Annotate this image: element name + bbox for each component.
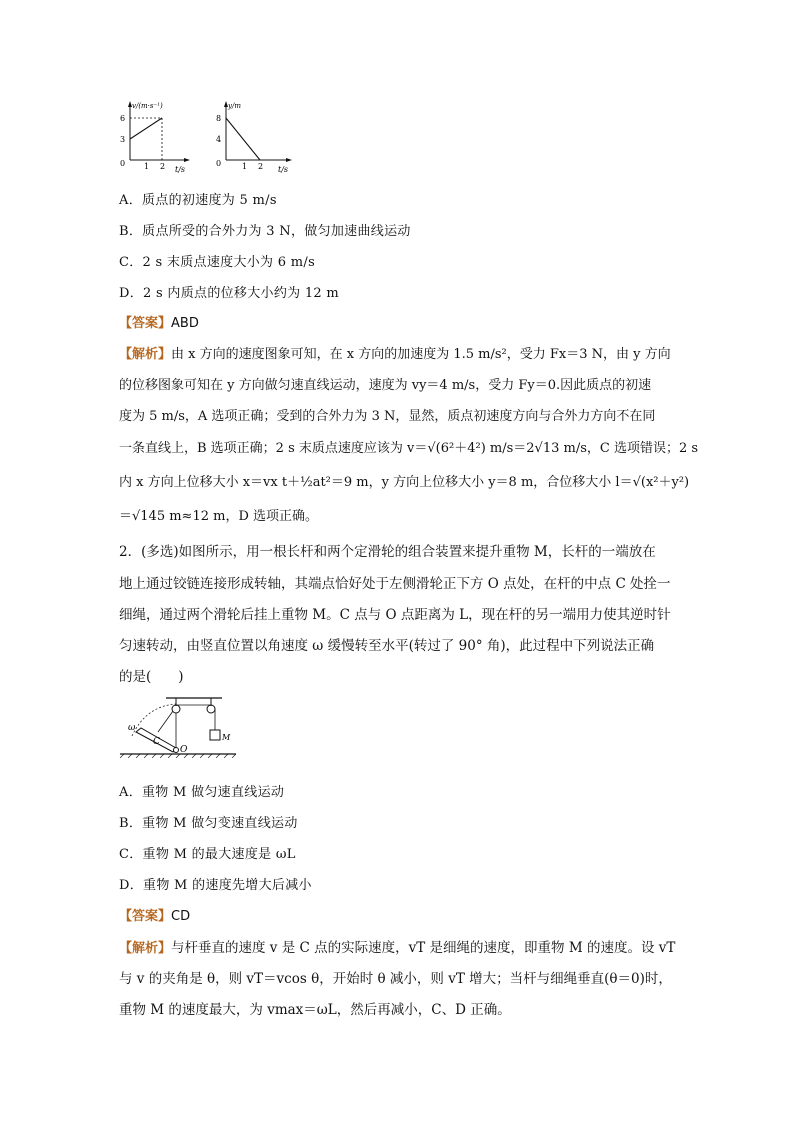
y-ytick-0: 0 — [216, 159, 222, 168]
q1-answer-tag: 【答案】 — [119, 316, 172, 331]
q2-answer-line — [119, 905, 190, 924]
pulley-diagram — [118, 692, 240, 758]
y-xlabel: t/s — [278, 165, 289, 174]
y-x-arrow — [286, 158, 292, 162]
q2-stem-l4: 匀速转动，由竖直位置以角速度 ω 缓慢转至水平(转过了 90° 角)，此过程中下列说法正确 — [119, 638, 655, 654]
y-ytick-4: 4 — [216, 135, 222, 144]
q1-option-d: D．2 s 内质点的位移大小约为 12 m — [119, 286, 340, 301]
q1-answer: ABD — [171, 316, 199, 331]
vx-xlabel: t/s — [175, 165, 186, 174]
right-pulley — [207, 705, 215, 713]
q1-analysis-tag: 【解析】 — [119, 347, 172, 362]
q2-option-d: D．重物 M 的速度先增大后减小 — [119, 878, 312, 893]
vx-line — [130, 118, 162, 139]
vx-ylabel: v/(m·s⁻¹) — [132, 102, 163, 110]
y-xtick-1: 1 — [242, 162, 248, 171]
label-omega: ω — [128, 723, 136, 733]
q2-stem-l3: 细绳，通过两个滑轮后挂上重物 M。C 点与 O 点距离为 L，现在杆的另一端用力使其逆时针 — [119, 607, 671, 623]
pivot-o — [174, 748, 179, 753]
q1-analysis-l1 — [119, 343, 671, 362]
vx-x-arrow — [184, 158, 190, 162]
q1-analysis-l5: 内 x 方向上位移大小 x＝vx t＋½at²＝9 m，y 方向上位移大小 y＝8 m，合位移大小 l＝√(x²＋y²) — [119, 475, 690, 490]
label-c: C — [153, 737, 160, 747]
left-pulley — [172, 705, 180, 713]
vx-ytick-6: 6 — [120, 114, 126, 123]
q2-answer: CD — [171, 909, 191, 924]
q2-analysis-tag: 【解析】 — [119, 941, 172, 956]
y-ylabel: y/m — [228, 102, 241, 110]
q1-analysis-l3: 度为 5 m/s，A 选项正确；受到的合外力为 3 N，显然，质点初速度方向与合外力方向不在同 — [119, 409, 656, 424]
label-o: O — [180, 745, 188, 755]
y-t-graph — [214, 98, 294, 178]
q2-stem-l1: 2．(多选)如图所示，用一根长杆和两个定滑轮的组合装置来提升重物 M，长杆的一端放在 — [119, 544, 656, 560]
q1-option-c: C．2 s 末质点速度大小为 6 m/s — [119, 255, 316, 270]
vx-t-graph — [118, 98, 192, 178]
q2-analysis-l2: 与 v 的夹角是 θ，则 vT＝vcos θ，开始时 θ 减小，则 vT 增大；当杆与细绳垂直(θ＝0)时， — [119, 971, 672, 987]
vx-xtick-2: 2 — [160, 162, 166, 171]
q1-answer-line — [119, 312, 199, 331]
y-ytick-8: 8 — [216, 114, 222, 123]
q2-answer-tag: 【答案】 — [119, 909, 172, 924]
vx-ytick-0: 0 — [120, 159, 126, 168]
weight-m — [210, 730, 220, 740]
y-line — [226, 118, 260, 160]
q1-analysis-l2: 的位移图象可知在 y 方向做匀速直线运动，速度为 vy＝4 m/s，受力 Fy＝0.因此质点的初速 — [119, 378, 652, 393]
vx-xtick-1: 1 — [144, 162, 150, 171]
rope-to-c — [158, 711, 173, 732]
q2-analysis-l1 — [119, 936, 675, 956]
q2-option-c: C．重物 M 的最大速度是 ωL — [119, 847, 296, 862]
q1-analysis-l6: ＝√145 m≈12 m，D 选项正确。 — [119, 509, 319, 524]
q1-analysis-l4: 一条直线上，B 选项正确；2 s 末质点速度应该为 v＝√(6²＋4²) m/s＝2√13 m/s，C 选项错误；2 s — [119, 441, 699, 456]
q2-stem-l5: 的是( ) — [119, 669, 184, 685]
q1-graphs — [118, 98, 298, 178]
q2-analysis-l3: 重物 M 的速度最大，为 vmax＝ωL，然后再减小，C、D 正确。 — [119, 1002, 511, 1018]
q2-option-b: B．重物 M 做匀变速直线运动 — [119, 816, 298, 831]
q1-option-a: A．质点的初速度为 5 m/s — [119, 193, 277, 208]
y-xtick-2: 2 — [258, 162, 264, 171]
label-m: M — [222, 733, 231, 742]
q1-analysis-text-1: 由 x 方向的速度图象可知，在 x 方向的加速度为 1.5 m/s²，受力 Fx＝3 N，由 y 方向 — [171, 347, 671, 362]
vx-ytick-3: 3 — [120, 135, 126, 144]
rotation-arc — [132, 704, 176, 736]
q2-analysis-text-1: 与杆垂直的速度 v 是 C 点的实际速度，vT 是细绳的速度，即重物 M 的速度。设 vT — [171, 940, 676, 956]
q2-stem-l2: 地上通过铰链连接形成转轴，其端点恰好处于左侧滑轮正下方 O 点处，在杆的中点 C 处拴一 — [119, 576, 671, 592]
q1-option-b: B．质点所受的合外力为 3 N，做匀加速曲线运动 — [119, 224, 411, 239]
q2-option-a: A．重物 M 做匀速直线运动 — [119, 785, 285, 800]
